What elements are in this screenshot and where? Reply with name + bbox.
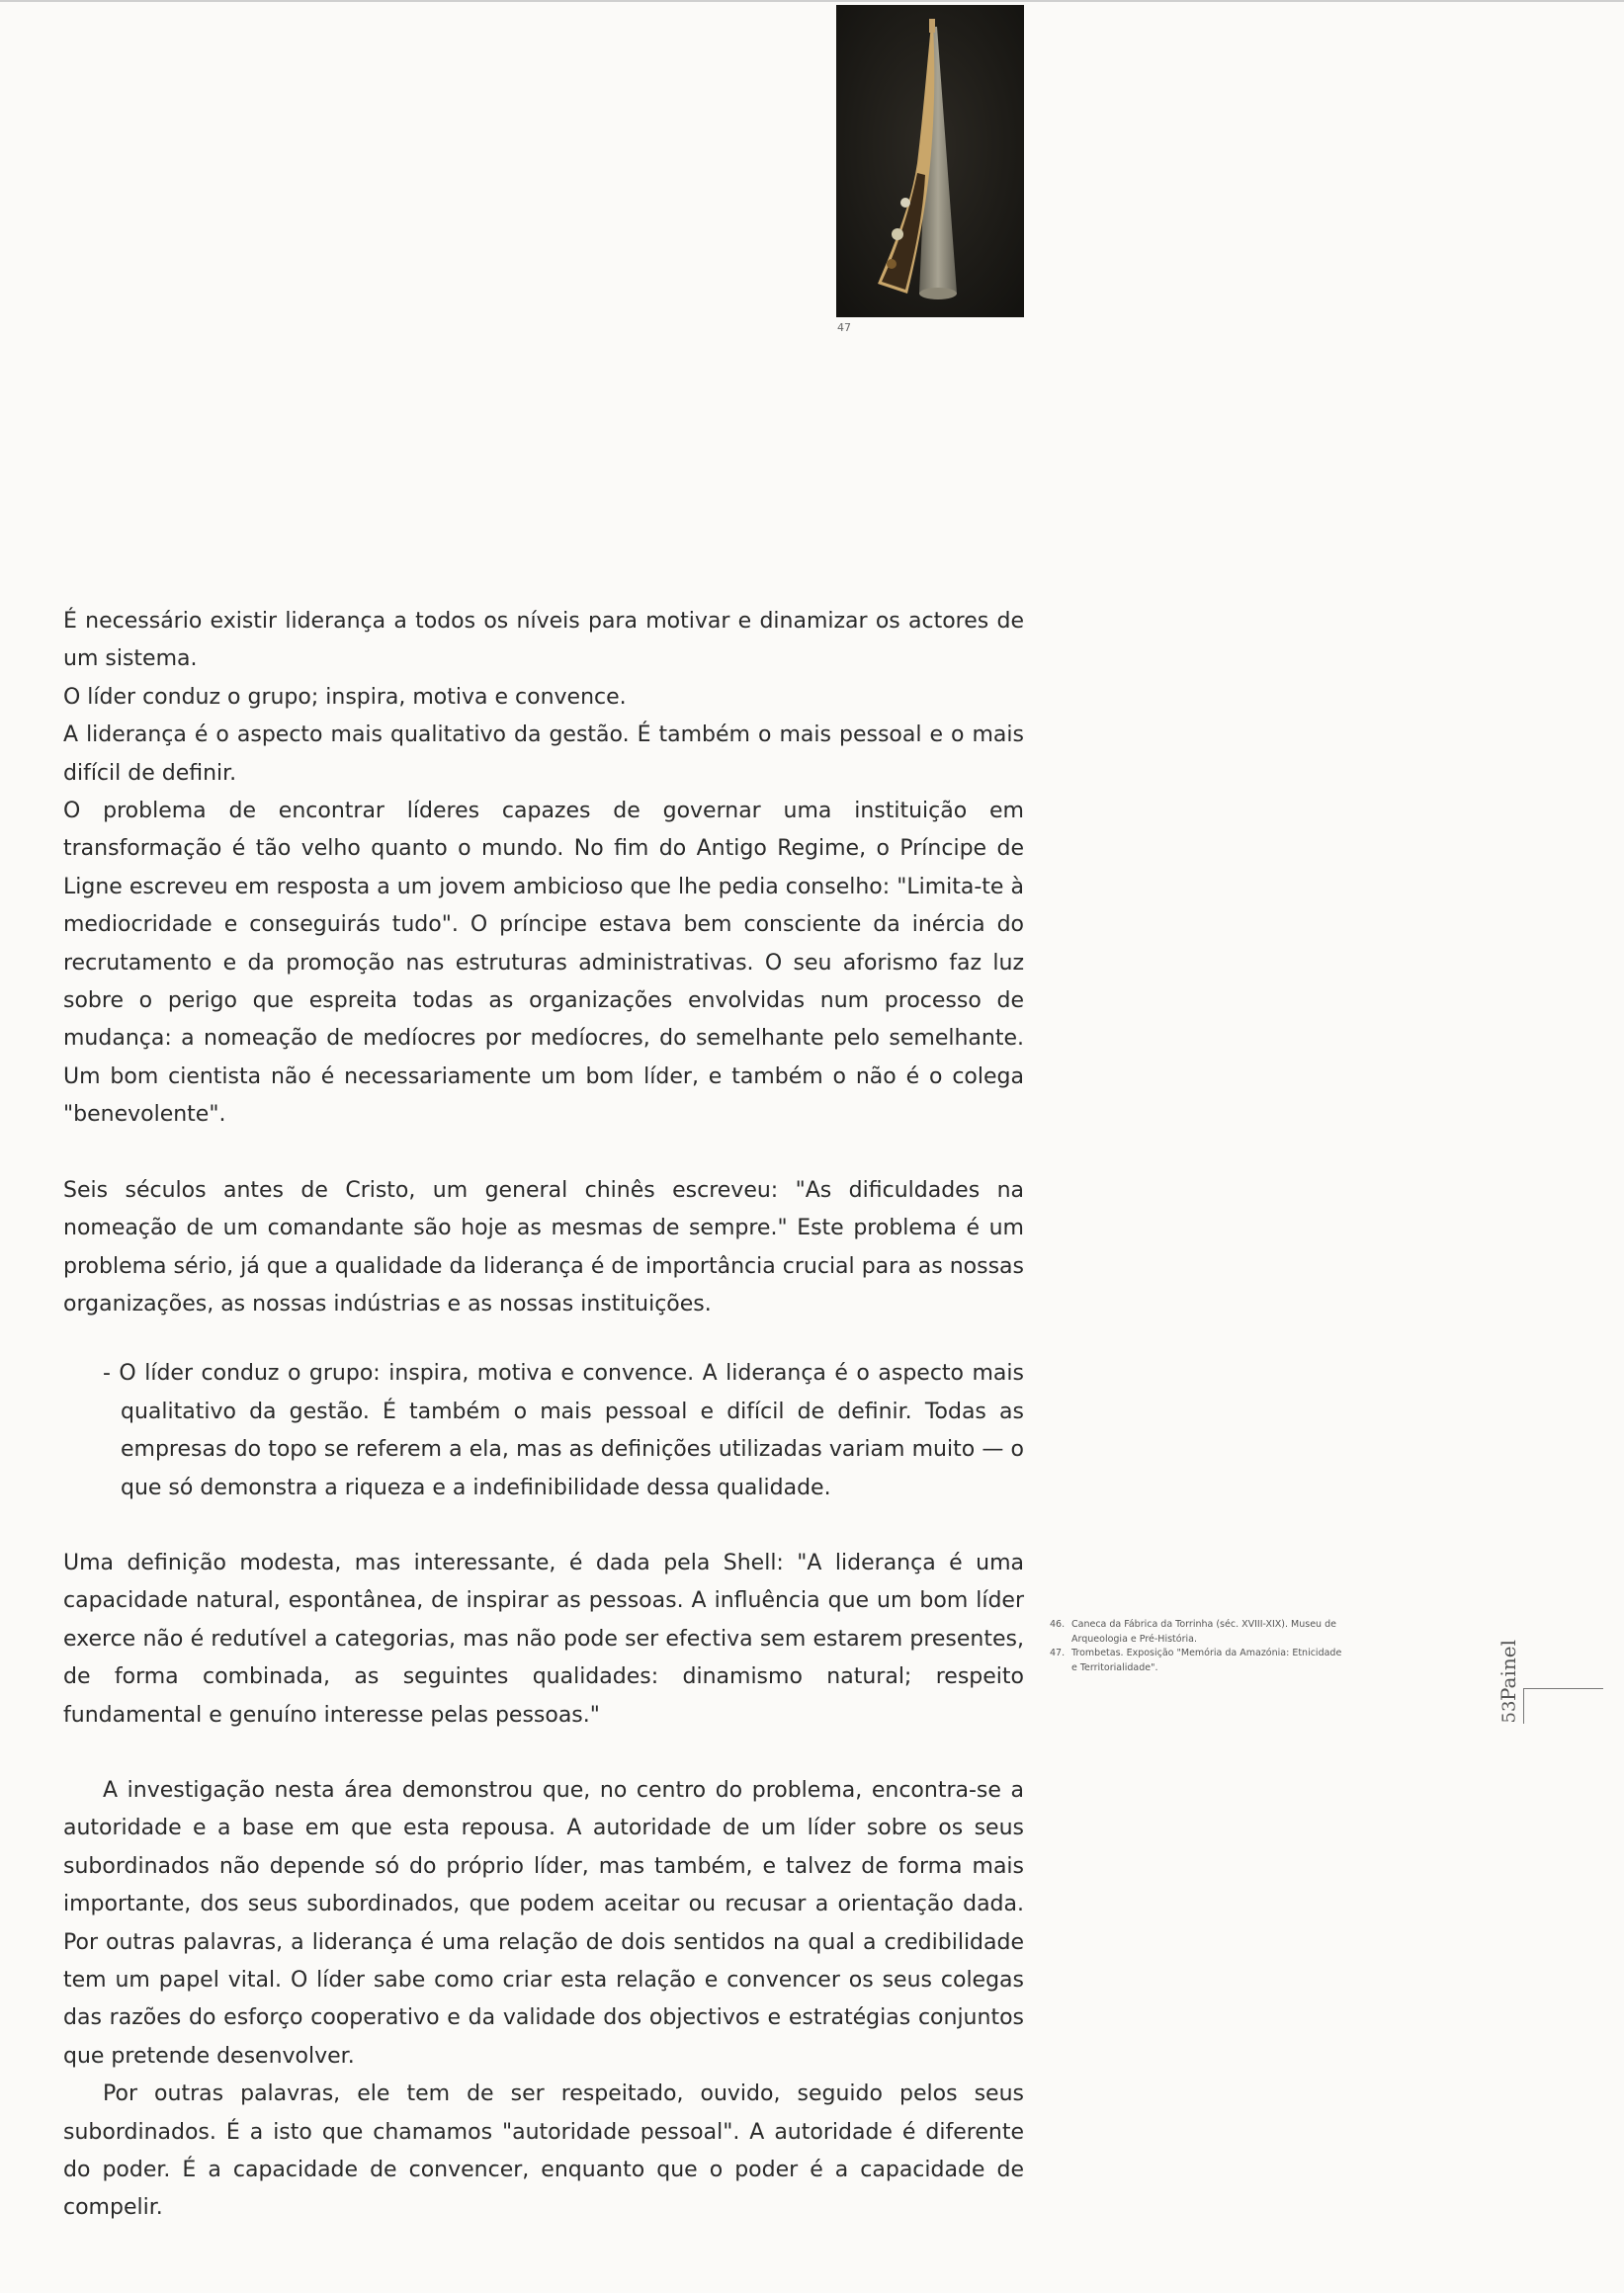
paragraph: O problema de encontrar líderes capazes de governar uma instituição em transformação é tão velho quanto o mundo. No fim do Antigo Regime, o Príncipe de Ligne escreveu em resposta a um jovem ambicioso que lhe pedia conselho: "Limita-te à mediocridade e conseguirás tudo". O príncipe estava bem consciente da inércia do recrutamento e da promoção nas estruturas administrativas. O seu aforismo faz luz sobre o perigo que espreita todas as organizações envolvidas num processo de mudança: a nomeação de medíocres por medíocres, do semelhante pelo semelhante. Um bom cientista não é necessariamente um bom líder, e também o não é o colega "benevolente".	[63, 799, 1024, 1128]
paragraph: É necessário existir liderança a todos os níveis para motivar e dinamizar os actores de um sistema.	[63, 609, 1024, 672]
caption-text: Caneca da Fábrica da Torrinha (séc. XVIII-XIX). Museu de Arqueologia e Pré-História.	[1071, 1619, 1336, 1645]
paragraph: Por outras palavras, ele tem de ser respeitado, ouvido, seguido pelos seus subordinados. É a isto que chamamos "autoridade pessoal". A autoridade é diferente do poder. É a capacidade de convencer, enquanto que o poder é a capacidade de compelir.	[63, 2081, 1024, 2221]
section-label-text: Painel	[1496, 1640, 1520, 1701]
page-number-text: 53	[1498, 1700, 1520, 1724]
caption-item	[1050, 1618, 1346, 1647]
paragraph: Seis séculos antes de Cristo, um general chinês escreveu: "As dificuldades na nomeação de um comandante são hoje as mesmas de sempre." Este problema é um problema sério, já que a qualidade da liderança é de importância crucial para as nossas organizações, as nossas indústrias e as nossas instituições.	[63, 1177, 1024, 1316]
paragraph: A liderança é o aspecto mais qualitativo da gestão. É também o mais pessoal e o mais difícil de definir.	[63, 722, 1024, 786]
caption-number: 47.	[1050, 1648, 1066, 1658]
paragraph: O líder conduz o grupo; inspira, motiva e convence.	[63, 684, 627, 710]
caption-number: 46.	[1050, 1619, 1066, 1630]
top-rule	[0, 0, 1624, 2]
caption-item	[1050, 1647, 1346, 1675]
trumpets-icon	[836, 5, 1024, 317]
caption-text: Trombetas. Exposição "Memória da Amazónia: Etnicidade e Territorialidade".	[1071, 1648, 1342, 1673]
trumpets-photo	[836, 5, 1024, 317]
sidebar-rule	[1524, 1688, 1603, 1689]
figure-number: 47	[837, 321, 851, 334]
figure-captions	[1050, 1618, 1346, 1675]
body-text	[63, 603, 1024, 2228]
paragraph: A investigação nesta área demonstrou que, no centro do problema, encontra-se a autoridade e a base em que esta repousa. A autoridade de um líder sobre os seus subordinados não depende só do próprio líder, mas também, e talvez de forma mais importante, dos seus subordinados, que podem aceitar ou recusar a orientação dada. Por outras palavras, a liderança é uma relação de dois sentidos na qual a credibilidade tem um papel vital. O líder sabe como criar esta relação e convencer os seus colegas das razões do esforço cooperativo e da validade dos objectivos e estratégias conjuntos que pretende desenvolver.	[63, 1777, 1024, 2069]
paragraph: Uma definição modesta, mas interessante, é dada pela Shell: "A liderança é uma capacidade natural, espontânea, de inspirar as pessoas. A influência que um bom líder exerce não é redutível a categorias, mas não pode ser efectiva sem estarem presentes, de forma combinada, as seguintes qualidades: dinamismo natural; respeito fundamental e genuíno interesse pelas pessoas."	[63, 1550, 1024, 1728]
page-number	[1495, 1692, 1524, 1732]
bullet-item: - O líder conduz o grupo: inspira, motiva e convence. A liderança é o aspecto mais qualitativo da gestão. É também o mais pessoal e difícil de definir. Todas as empresas do topo se referem a ela, mas as definições utilizadas variam muito — o que só demonstra a riqueza e a indefinibilidade dessa qualidade.	[103, 1361, 1024, 1500]
